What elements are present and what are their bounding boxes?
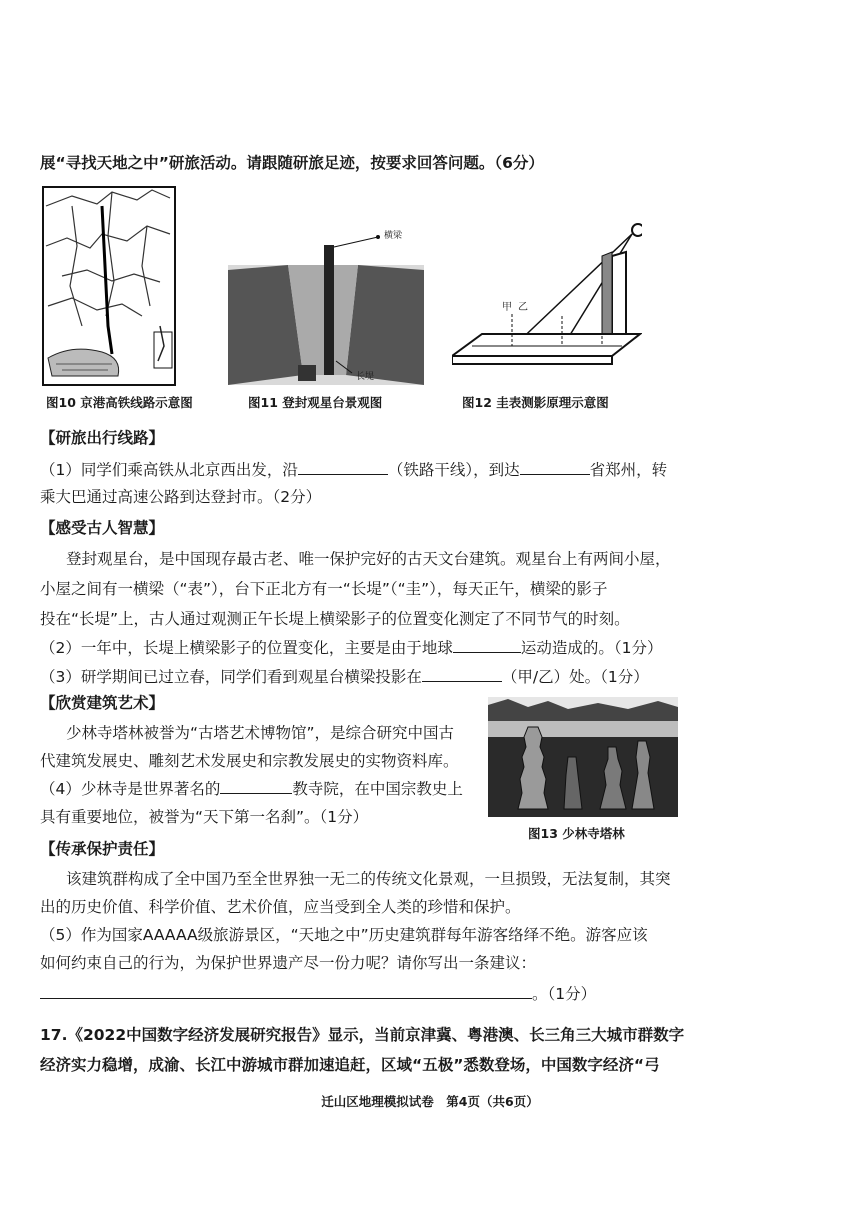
- q3-text-b: （甲/乙）处。（1分）: [501, 668, 649, 686]
- question-2: [40, 636, 800, 659]
- wisdom-paragraph-line-1: 登封观星台，是中国现存最古老、唯一保护完好的古天文台建筑。观星台上有两间小屋，: [66, 550, 671, 568]
- section-heritage-heading: 【传承保护责任】: [40, 840, 165, 858]
- page-footer: 迁山区地理模拟试卷 第4页（共6页）: [321, 1094, 539, 1109]
- section-art-heading: 【欣赏建筑艺术】: [40, 694, 165, 712]
- q4-text-a: （4）少林寺是世界著名的: [40, 780, 221, 798]
- q4-text-b: 教寺院，在中国宗教史上: [292, 780, 463, 798]
- q4-answer-blank[interactable]: [220, 777, 292, 794]
- figure-11-caption: 图11 登封观星台景观图: [248, 395, 383, 410]
- question-17-line-2: 经济实力稳增，成渝、长江中游城市群加速追赶，区域“五极”悉数登场，中国数字经济“弓: [40, 1056, 660, 1074]
- intro-text: 展“寻找天地之中”研旅活动。请跟随研旅足迹，按要求回答问题。（6分）: [40, 154, 544, 172]
- gnomon-diagram-image: [452, 196, 642, 386]
- q3-answer-blank[interactable]: [422, 665, 502, 682]
- figure-11-photo: [228, 225, 424, 385]
- question-4: [40, 777, 480, 800]
- art-paragraph-line-2: 代建筑发展史、雕刻艺术发展史和宗教发展史的实物资料库。: [40, 752, 459, 770]
- observatory-image: [228, 225, 424, 385]
- q1-answer-blank-province[interactable]: [520, 458, 590, 475]
- section-route-heading: 【研旅出行线路】: [40, 429, 165, 447]
- pagoda-forest-image: [488, 697, 678, 817]
- label-long-dike: 长堤: [356, 372, 375, 382]
- q1-text-a: （1）同学们乘高铁从北京西出发，沿: [40, 461, 298, 479]
- wisdom-paragraph-line-3: 投在“长堤”上，古人通过观测正午长堤上横梁影子的位置变化测定了不同节气的时刻。: [40, 610, 630, 628]
- railway-map-image: [42, 186, 176, 386]
- q2-answer-blank[interactable]: [453, 636, 521, 653]
- figure-10-caption: 图10 京港高铁线路示意图: [46, 395, 193, 410]
- label-yi: 乙: [518, 302, 528, 313]
- figure-13-photo: [488, 697, 678, 817]
- question-1-line-2: 乘大巴通过高速公路到达登封市。（2分）: [40, 488, 322, 506]
- section-wisdom-heading: 【感受古人智慧】: [40, 519, 165, 537]
- q1-text-c: 省郑州，转: [589, 461, 668, 479]
- question-5-line-1: （5）作为国家AAAAA级旅游景区，“天地之中”历史建筑群每年游客络绎不绝。游客应该: [40, 926, 648, 944]
- art-paragraph-line-1: 少林寺塔林被誉为“古塔艺术博物馆”，是综合研究中国古: [66, 724, 455, 742]
- heritage-paragraph-line-1: 该建筑群构成了全中国乃至全世界独一无二的传统文化景观，一旦损毁，无法复制，其突: [66, 870, 671, 888]
- question-5-answer-line: [40, 982, 800, 1005]
- question-1: [40, 458, 800, 481]
- figure-12-diagram: [452, 196, 642, 386]
- wisdom-paragraph-line-2: 小屋之间有一横梁（“表”），台下正北方有一“长堤”（“圭”），每天正午，横梁的影子: [40, 580, 608, 598]
- question-17-line-1: 17.《2022中国数字经济发展研究报告》显示，当前京津冀、粤港澳、长三角三大城市群数字: [40, 1026, 685, 1044]
- label-jia: 甲: [502, 302, 512, 313]
- q1-text-b: （铁路干线），到达: [387, 461, 520, 479]
- figure-10-map: [42, 186, 176, 386]
- figure-12-caption: 图12 圭表测影原理示意图: [462, 395, 609, 410]
- q1-answer-blank-railway[interactable]: [298, 458, 388, 475]
- q3-text-a: （3）研学期间已过立春，同学们看到观星台横梁投影在: [40, 668, 422, 686]
- label-beam: 横梁: [384, 231, 403, 241]
- question-4-line-2: 具有重要地位，被誉为“天下第一名刹”。（1分）: [40, 808, 369, 826]
- question-5-line-2: 如何约束自己的行为，为保护世界遗产尽一份力呢？请你写出一条建议：: [40, 954, 537, 972]
- heritage-paragraph-line-2: 出的历史价值、科学价值、艺术价值，应当受到全人类的珍惜和保护。: [40, 898, 521, 916]
- figure-13-caption: 图13 少林寺塔林: [528, 826, 625, 841]
- q2-text-a: （2）一年中，长堤上横梁影子的位置变化，主要是由于地球: [40, 639, 453, 657]
- question-3: [40, 665, 800, 688]
- q2-text-b: 运动造成的。（1分）: [520, 639, 663, 657]
- q5-text-tail: 。（1分）: [532, 985, 597, 1003]
- q5-answer-blank[interactable]: [40, 982, 532, 999]
